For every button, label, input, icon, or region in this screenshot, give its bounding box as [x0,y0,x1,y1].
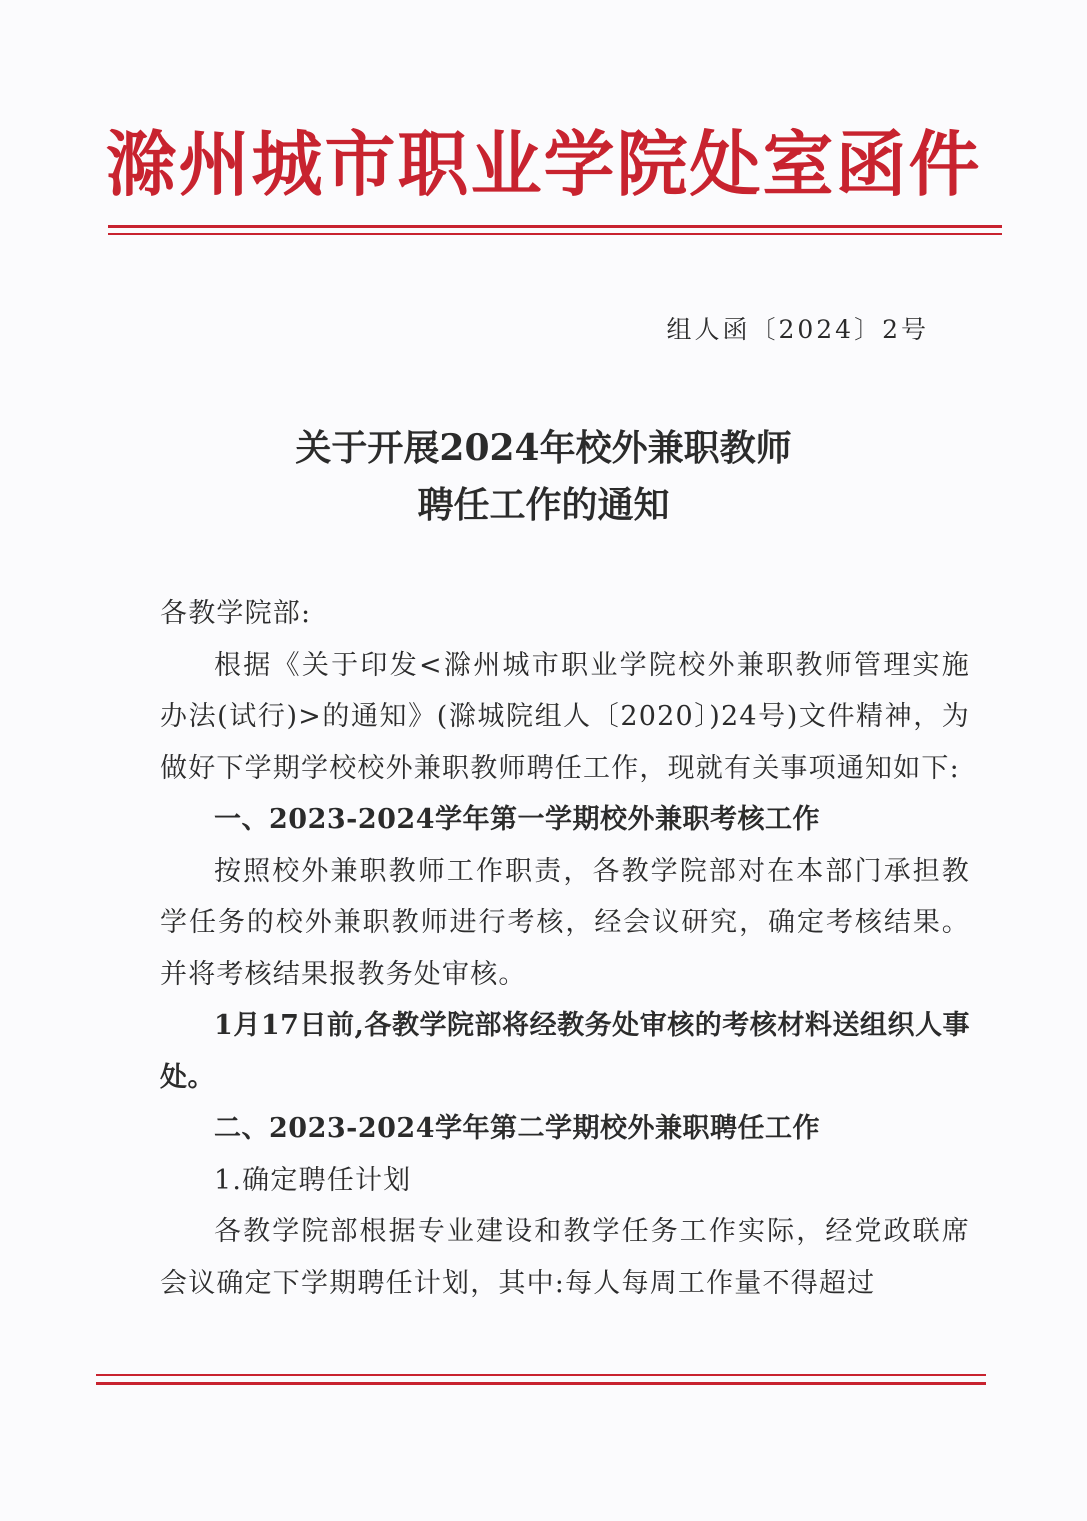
intro-paragraph: 根据《关于印发<滁州城市职业学院校外兼职教师管理实施办法(试行)>的通知》(滁城院组人〔2020〕)24号)文件精神，为做好下学期学校校外兼职教师聘任工作，现就有关事项通知如下: [160,649,970,784]
section-2-paragraph-1: 各教学院部根据专业建设和教学任务工作实际，经党政联席会议确定下学期聘任计划，其中:每人每周工作量不得超过 [160,1216,970,1299]
notice-title-line-1: 关于开展2024年校外兼职教师 [295,427,792,469]
document-number: 组人函〔2024〕2号 [666,315,929,344]
masthead-title: 滁州城市职业学院处室函件 [105,122,982,206]
section-1-heading: 一、2023-2024学年第一学期校外兼职考核工作 [214,804,820,835]
section-2-subheading-1: 1.确定聘任计划 [214,1164,412,1196]
section-1-paragraph-1: 按照校外兼职教师工作职责，各教学院部对在本部门承担教学任务的校外兼职教师进行考核，经会议研究，确定考核结果。并将考核结果报教务处审核。 [160,855,970,990]
notice-body [160,588,970,1309]
salutation: 各教学院部: [160,598,312,629]
footer-rule-thick [96,1382,986,1385]
section-1-paragraph-2: 1月17日前,各教学院部将经教务处审核的考核材料送组织人事处。 [160,1010,970,1093]
masthead-rule-thin [108,233,1002,235]
masthead-rule-thick [108,225,1002,228]
section-2-heading: 二、2023-2024学年第二学期校外兼职聘任工作 [214,1113,820,1144]
notice-title-line-2: 聘任工作的通知 [417,484,670,526]
footer-rule-thin [96,1374,986,1376]
